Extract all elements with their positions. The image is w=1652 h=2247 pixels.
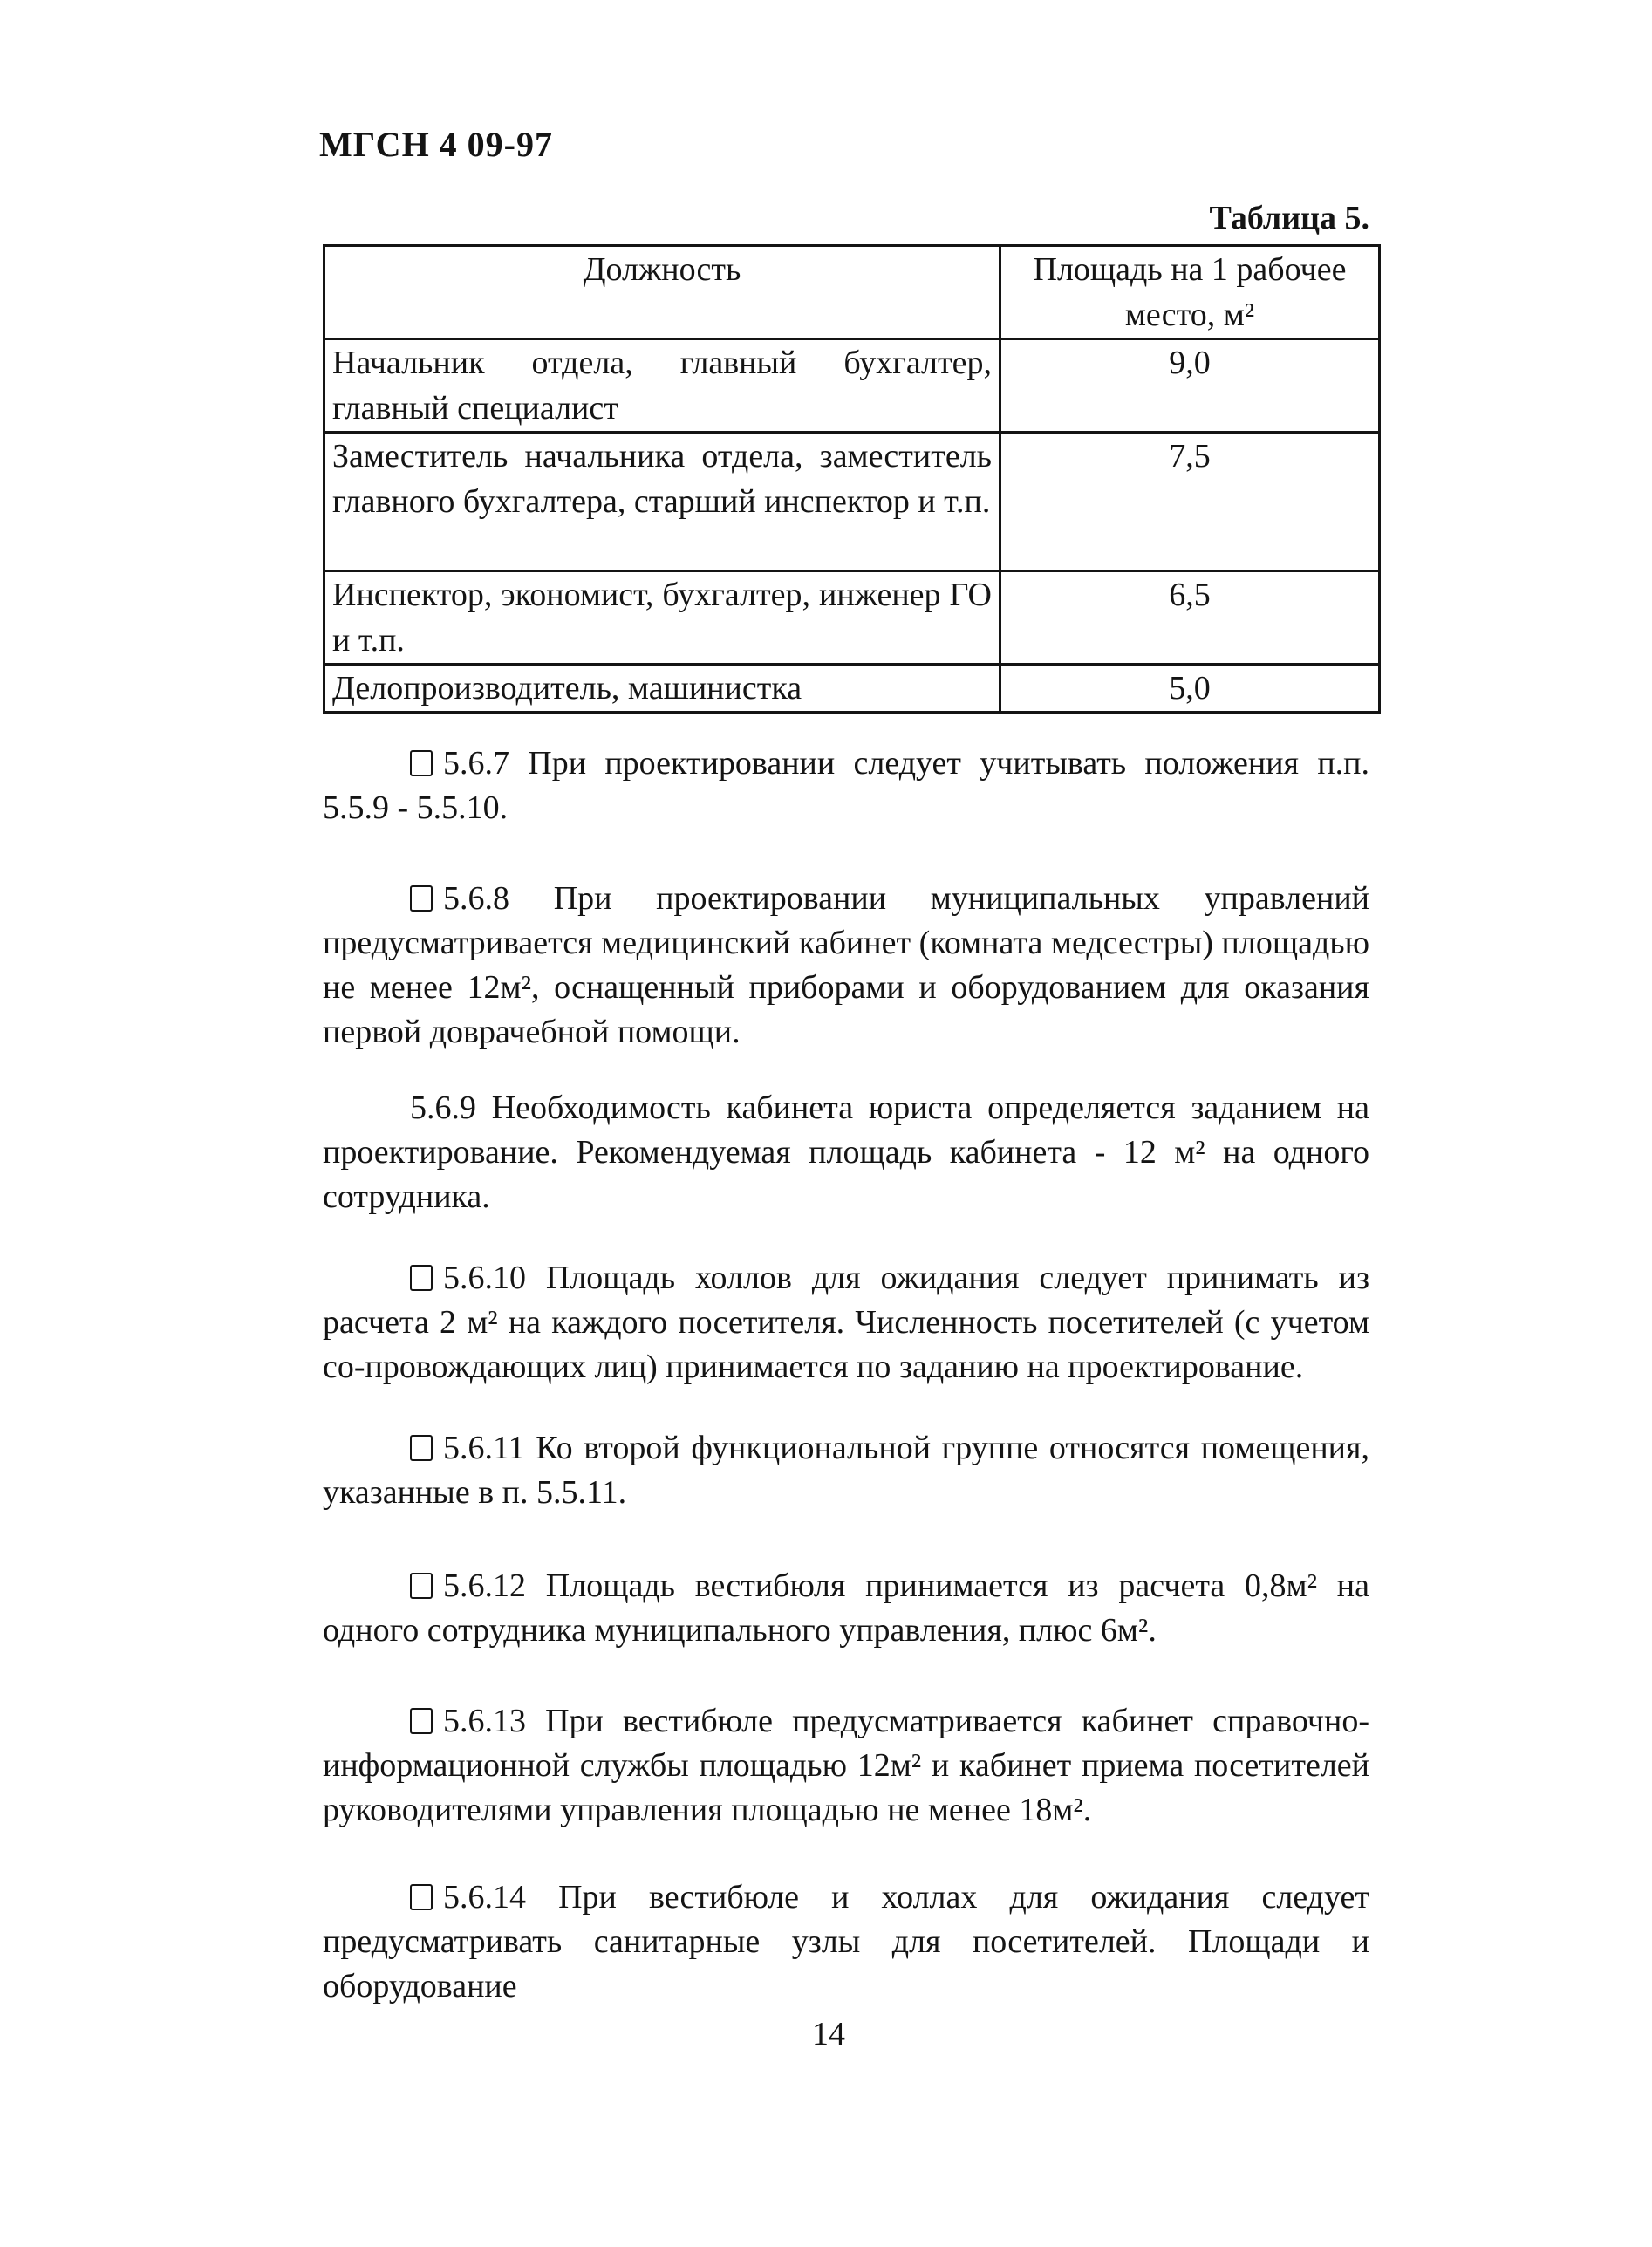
paragraph-text: 5.6.9 Необходимость кабинета юриста определяется заданием на проектирование. Рекомендуемая площадь кабинета - 12 м² на одного сотрудника. <box>323 1089 1369 1215</box>
position-cell: Делопроизводитель, машинистка <box>324 665 1000 713</box>
paragraph-5-6-13 <box>323 1699 1369 1833</box>
paragraph-text: 5.6.7 При проектировании следует учитывать положения п.п. 5.5.9 - 5.5.10. <box>323 745 1369 826</box>
area-cell: 9,0 <box>1000 339 1380 433</box>
document-code: МГСН 4 09-97 <box>319 125 553 164</box>
paragraph-5-6-8 <box>323 877 1369 1055</box>
table-header-row <box>324 246 1380 339</box>
checkbox-marker-icon <box>410 750 433 776</box>
table-row <box>324 665 1380 713</box>
paragraph-5-6-10 <box>323 1256 1369 1390</box>
area-cell: 6,5 <box>1000 571 1380 665</box>
area-cell: 7,5 <box>1000 433 1380 571</box>
checkbox-marker-icon <box>410 1884 433 1910</box>
area-cell: 5,0 <box>1000 665 1380 713</box>
table-row <box>324 433 1380 571</box>
workplace-area-table <box>323 244 1381 714</box>
paragraph-text: 5.6.10 Площадь холлов для ожидания следует принимать из расчета 2 м² на каждого посетителя. Численность посетителей (с учетом со-провождающих лиц) принимается по заданию на проектирование. <box>323 1260 1369 1385</box>
checkbox-marker-icon <box>410 1573 433 1599</box>
position-cell: Начальник отдела, главный бухгалтер, главный специалист <box>324 339 1000 433</box>
position-cell: Заместитель начальника отдела, заместитель главного бухгалтера, старший инспектор и т.п. <box>324 433 1000 571</box>
paragraph-5-6-12 <box>323 1564 1369 1653</box>
paragraph-5-6-7 <box>323 741 1369 830</box>
checkbox-marker-icon <box>410 885 433 912</box>
paragraph-5-6-9 <box>323 1086 1369 1219</box>
paragraph-text: 5.6.12 Площадь вестибюля принимается из расчета 0,8м² на одного сотрудника муниципального управления, плюс 6м². <box>323 1567 1369 1649</box>
table-row <box>324 339 1380 433</box>
paragraph-text: 5.6.14 При вестибюле и холлах для ожидания следует предусматривать санитарные узлы для посетителей. Площади и оборудование <box>323 1879 1369 2005</box>
paragraph-5-6-11 <box>323 1426 1369 1515</box>
paragraph-5-6-14 <box>323 1875 1369 2009</box>
paragraph-text: 5.6.11 Ко второй функциональной группе относятся помещения, указанные в п. 5.5.11. <box>323 1430 1369 1511</box>
checkbox-marker-icon <box>410 1265 433 1291</box>
column-header-area: Площадь на 1 рабочее место, м² <box>1000 246 1380 339</box>
position-cell: Инспектор, экономист, бухгалтер, инженер ГО и т.п. <box>324 571 1000 665</box>
paragraph-text: 5.6.13 При вестибюле предусматривается кабинет справочно-информационной службы площадью 12м² и кабинет приема посетителей руководителями управления площадью не менее 18м². <box>323 1703 1369 1828</box>
page-number: 14 <box>812 2016 845 2052</box>
table-caption: Таблица 5. <box>1209 200 1369 236</box>
column-header-position: Должность <box>324 246 1000 339</box>
checkbox-marker-icon <box>410 1435 433 1461</box>
paragraph-text: 5.6.8 При проектировании муниципальных управлений предусматривается медицинский кабинет (комната медсестры) площадью не менее 12м², оснащенный приборами и оборудованием для оказания первой доврачебной помощи. <box>323 880 1369 1050</box>
table-row <box>324 571 1380 665</box>
checkbox-marker-icon <box>410 1708 433 1734</box>
